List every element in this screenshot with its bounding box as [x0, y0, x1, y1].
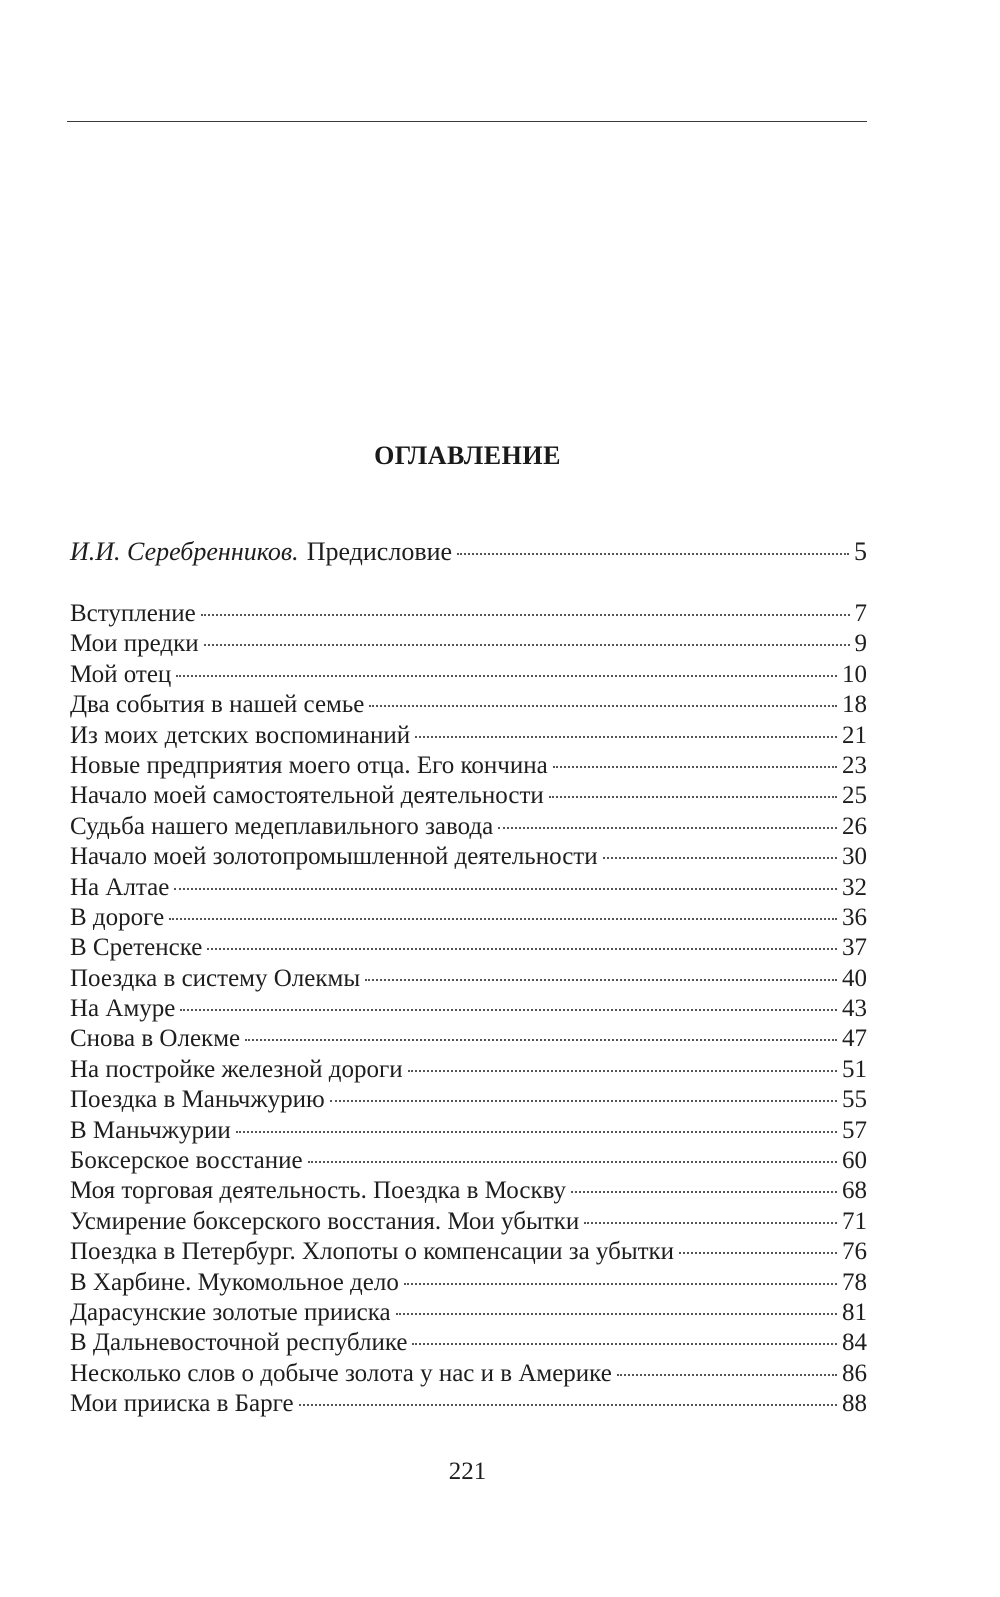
toc-entry-title: Из моих детских воспоминаний [70, 721, 411, 749]
toc-entry-title: Начало моей самостоятельной деятельности [70, 782, 544, 810]
toc-entry-page: 55 [842, 1086, 867, 1114]
toc-entry [70, 1329, 867, 1359]
toc-entry-page: 40 [842, 964, 867, 992]
toc-entry [70, 1025, 867, 1055]
toc-entry [70, 782, 867, 812]
dot-leader [299, 1404, 837, 1406]
toc-entry-title: В Харбине. Мукомольное дело [70, 1268, 399, 1296]
toc-entry [70, 1390, 867, 1420]
preface-page-number: 5 [854, 537, 867, 566]
toc-entry-title: На Амуре [70, 995, 176, 1023]
toc-entry [70, 1086, 867, 1116]
dot-leader [245, 1039, 837, 1041]
toc-entry [70, 1147, 867, 1177]
toc-entry [70, 600, 867, 630]
page-title: ОГЛАВЛЕНИЕ [374, 441, 561, 470]
toc-entry-page: 76 [842, 1238, 867, 1266]
toc-entry [70, 874, 867, 904]
toc-entry-page: 36 [842, 903, 867, 931]
toc-entry-page: 10 [842, 660, 867, 688]
dot-leader [412, 1343, 837, 1345]
preface-author: И.И. Серебренников. [70, 537, 299, 566]
dot-leader [408, 1070, 837, 1072]
toc-entry [70, 1208, 867, 1238]
toc-entry-title: Два события в нашей семье [70, 691, 365, 719]
toc-entry [70, 722, 867, 752]
toc-entry-page: 30 [842, 843, 867, 871]
toc-entry-page: 7 [854, 600, 867, 627]
dot-leader [180, 1009, 837, 1011]
toc-entry-title: В Маньчжурии [70, 1116, 231, 1144]
toc-entry-title: Поездка в Петербург. Хлопоты о компенсации за убытки [70, 1238, 675, 1266]
toc-entry-title: Мой отец [70, 660, 172, 688]
toc-list [70, 600, 867, 1421]
toc-entry-page: 32 [842, 873, 867, 901]
dot-leader [365, 979, 837, 981]
toc-entry [70, 1238, 867, 1268]
dot-leader [415, 736, 837, 738]
toc-entry [70, 1360, 867, 1390]
dot-leader [207, 948, 837, 950]
toc-entry-title: В дороге [70, 903, 165, 931]
toc-entry [70, 630, 867, 660]
dot-leader [169, 918, 837, 920]
toc-entry-title: В Сретенске [70, 934, 203, 962]
toc-entry-page: 78 [842, 1268, 867, 1296]
toc-entry-title: Усмирение боксерского восстания. Мои убытки [70, 1207, 580, 1235]
toc-entry-title: Мои прииска в Барге [70, 1390, 294, 1418]
toc-entry-title: На постройке железной дороги [70, 1055, 403, 1083]
toc-entry-page: 37 [842, 934, 867, 962]
dot-leader [584, 1222, 837, 1224]
toc-entry-title: Поездка в Маньчжурию [70, 1086, 325, 1114]
toc-entry-page: 18 [842, 691, 867, 719]
toc-entry-title: Судьба нашего медеплавильного завода [70, 812, 494, 840]
toc-entry-title: Боксерское восстание [70, 1147, 303, 1175]
dot-leader [330, 1100, 837, 1102]
toc-entry [70, 995, 867, 1025]
toc-entry-page: 71 [842, 1207, 867, 1235]
dot-leader [308, 1161, 837, 1163]
toc-entry-title: Поездка в систему Олекмы [70, 964, 361, 992]
toc-entry [70, 813, 867, 843]
dot-leader [201, 614, 850, 616]
toc-entry-title: Снова в Олекме [70, 1025, 241, 1053]
dot-leader [396, 1313, 837, 1315]
toc-entry-title: Вступление [70, 600, 196, 627]
dot-leader [617, 1374, 837, 1376]
toc-entry-page: 47 [842, 1025, 867, 1053]
toc-entry-page: 21 [842, 721, 867, 749]
toc-entry [70, 691, 867, 721]
toc-entry [70, 1056, 867, 1086]
toc-entry [70, 1299, 867, 1329]
toc-entry-page: 9 [854, 630, 867, 658]
toc-entry-page: 25 [842, 782, 867, 810]
dot-leader [571, 1191, 837, 1193]
toc-entry-page: 88 [842, 1390, 867, 1418]
toc-entry-title: Новые предприятия моего отца. Его кончина [70, 751, 548, 779]
toc-entry-page: 60 [842, 1147, 867, 1175]
page-number-footer: 221 [448, 1458, 487, 1485]
toc-entry [70, 752, 867, 782]
header-rule [67, 121, 867, 122]
toc-entry-title: Несколько слов о добыче золота у нас и в Америке [70, 1359, 612, 1387]
toc-entry [70, 965, 867, 995]
toc-entry-page: 57 [842, 1116, 867, 1144]
toc-entry-title: Мои предки [70, 630, 199, 658]
toc-entry-page: 51 [842, 1055, 867, 1083]
toc-entry [70, 934, 867, 964]
dot-leader [457, 553, 849, 555]
dot-leader [236, 1131, 837, 1133]
toc-entry-page: 86 [842, 1359, 867, 1387]
dot-leader [553, 766, 837, 768]
toc-entry-title: Начало моей золотопромышленной деятельности [70, 843, 598, 871]
toc-entry [70, 843, 867, 873]
dot-leader [679, 1252, 837, 1254]
toc-entry [70, 1177, 867, 1207]
toc-entry [70, 661, 867, 691]
toc-entry-page: 81 [842, 1298, 867, 1326]
toc-entry-page: 43 [842, 995, 867, 1023]
dot-leader [404, 1283, 837, 1285]
toc-entry-title: Дарасунские золотые прииска [70, 1298, 391, 1326]
toc-entry-page: 26 [842, 812, 867, 840]
preface-title: Предисловие [306, 537, 453, 566]
dot-leader [369, 705, 837, 707]
toc-entry-page: 23 [842, 751, 867, 779]
dot-leader [549, 796, 837, 798]
toc-entry-page: 84 [842, 1329, 867, 1357]
toc-entry-title: На Алтае [70, 873, 170, 901]
toc-entry-title: В Дальневосточной республике [70, 1329, 408, 1357]
dot-leader [204, 644, 850, 646]
toc-entry-title: Моя торговая деятельность. Поездка в Москву [70, 1177, 567, 1205]
dot-leader [498, 827, 837, 829]
toc-preface-entry [70, 537, 867, 573]
dot-leader [176, 675, 837, 677]
toc-entry-page: 68 [842, 1177, 867, 1205]
dot-leader [603, 857, 837, 859]
toc-entry [70, 1117, 867, 1147]
toc-entry [70, 1269, 867, 1299]
dot-leader [174, 888, 837, 890]
toc-entry [70, 904, 867, 934]
